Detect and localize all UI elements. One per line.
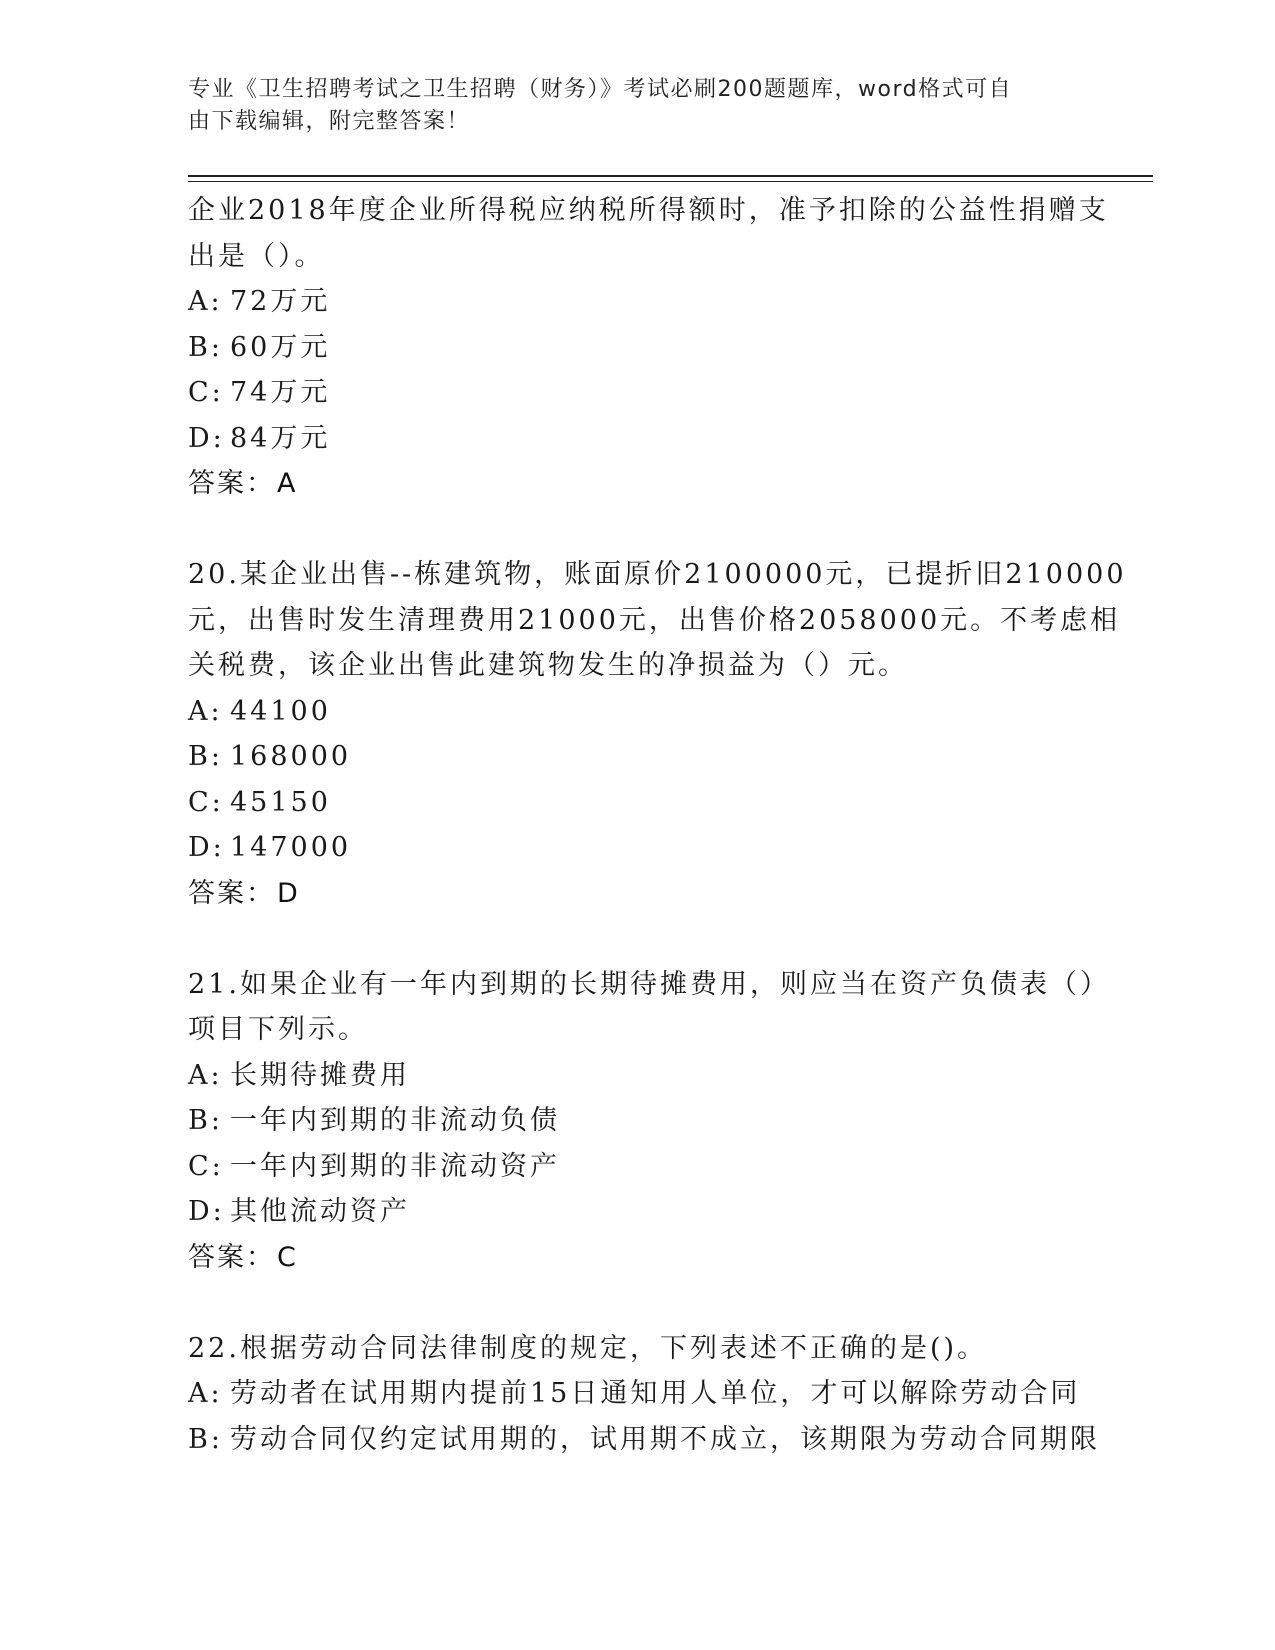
question-continued: [188, 188, 1109, 507]
question-stem-line: 企业2018年度企业所得税应纳税所得额时，准予扣除的公益性捐赠支: [188, 195, 1109, 226]
option-letter: C:: [188, 1150, 224, 1182]
answer-value: D: [277, 877, 300, 909]
option-letter: C:: [188, 377, 224, 408]
option-b: [188, 734, 1088, 780]
question-stem-line: 元，出售时发生清理费用21000元，出售价格2058000元。不考虑相: [188, 604, 1121, 636]
question-21: [188, 962, 1110, 1281]
option-text: 劳动者在试用期内提前15日通知用人单位，才可以解除劳动合同: [230, 1378, 1081, 1409]
option-text: 168000: [230, 741, 352, 772]
question-stem-line: 21.如果企业有一年内到期的长期待摊费用，则应当在资产负债表（）: [188, 968, 1110, 1000]
answer-line: [188, 461, 1088, 507]
option-a: [188, 689, 1088, 735]
option-c: [188, 780, 1088, 826]
option-text: 74万元: [230, 377, 331, 408]
question-22: [188, 1326, 1100, 1463]
option-d: [188, 1189, 1088, 1235]
header-title-line-2: 由下载编辑，附完整答案！: [188, 109, 471, 134]
spacer: [188, 1280, 1088, 1326]
option-letter: C:: [188, 786, 224, 818]
option-d: [188, 416, 1088, 462]
question-stem-line: 项目下列示。: [188, 1014, 368, 1045]
option-letter: B:: [188, 741, 223, 772]
option-letter: A:: [188, 286, 223, 317]
option-text: 72万元: [230, 286, 331, 317]
question-stem-line: 出是（）。: [188, 240, 325, 272]
option-text: 劳动合同仅约定试用期的，试用期不成立，该期限为劳动合同期限: [230, 1423, 1100, 1455]
option-letter: B:: [188, 331, 223, 363]
answer-value: A: [277, 468, 298, 499]
answer-label: 答案：: [188, 468, 275, 499]
option-letter: A:: [188, 1059, 223, 1091]
answer-value: C: [277, 1241, 298, 1273]
option-letter: D:: [188, 422, 225, 454]
option-letter: B:: [188, 1105, 223, 1136]
answer-label: 答案：: [188, 1241, 275, 1273]
option-c: [188, 370, 1088, 416]
option-letter: A:: [188, 1378, 223, 1409]
option-b: [188, 325, 1088, 371]
option-letter: D:: [188, 832, 225, 863]
option-text: 45150: [230, 786, 331, 818]
document-header: [188, 74, 1068, 138]
option-a: [188, 1053, 1088, 1099]
option-text: 一年内到期的非流动资产: [230, 1150, 560, 1182]
option-text: 一年内到期的非流动负债: [230, 1105, 560, 1136]
option-text: 84万元: [230, 422, 331, 454]
option-text: 60万元: [230, 331, 331, 363]
option-letter: D:: [188, 1196, 225, 1227]
header-title-line-1: 专业《卫生招聘考试之卫生招聘（财务）》考试必刷200题题库，word格式可自: [188, 77, 1013, 102]
option-b: [188, 1417, 1100, 1463]
answer-line: [188, 1235, 1088, 1281]
option-a: [188, 279, 1088, 325]
answer-label: 答案：: [188, 877, 275, 909]
option-text: 44100: [230, 695, 331, 727]
option-letter: A:: [188, 695, 223, 727]
option-text: 其他流动资产: [230, 1196, 410, 1227]
option-b: [188, 1098, 1088, 1144]
option-text: 长期待摊费用: [230, 1059, 410, 1091]
header-divider-thin: [188, 181, 1153, 182]
question-stem-line: 关税费，该企业出售此建筑物发生的净损益为（）元。: [188, 650, 908, 681]
answer-line: [188, 871, 1088, 917]
option-c: [188, 1144, 1088, 1190]
question-list: [188, 188, 1127, 1462]
question-20: [188, 552, 1127, 916]
option-letter: B:: [188, 1423, 223, 1455]
spacer: [188, 916, 1088, 962]
option-text: 147000: [230, 832, 352, 863]
header-divider-thick: [188, 175, 1153, 177]
option-a: [188, 1371, 1088, 1417]
option-d: [188, 825, 1088, 871]
question-stem-line: 20.某企业出售--栋建筑物，账面原价2100000元，已提折旧210000: [188, 559, 1127, 590]
spacer: [188, 507, 1088, 553]
question-stem-line: 22.根据劳动合同法律制度的规定，下列表述不正确的是()。: [188, 1332, 988, 1364]
